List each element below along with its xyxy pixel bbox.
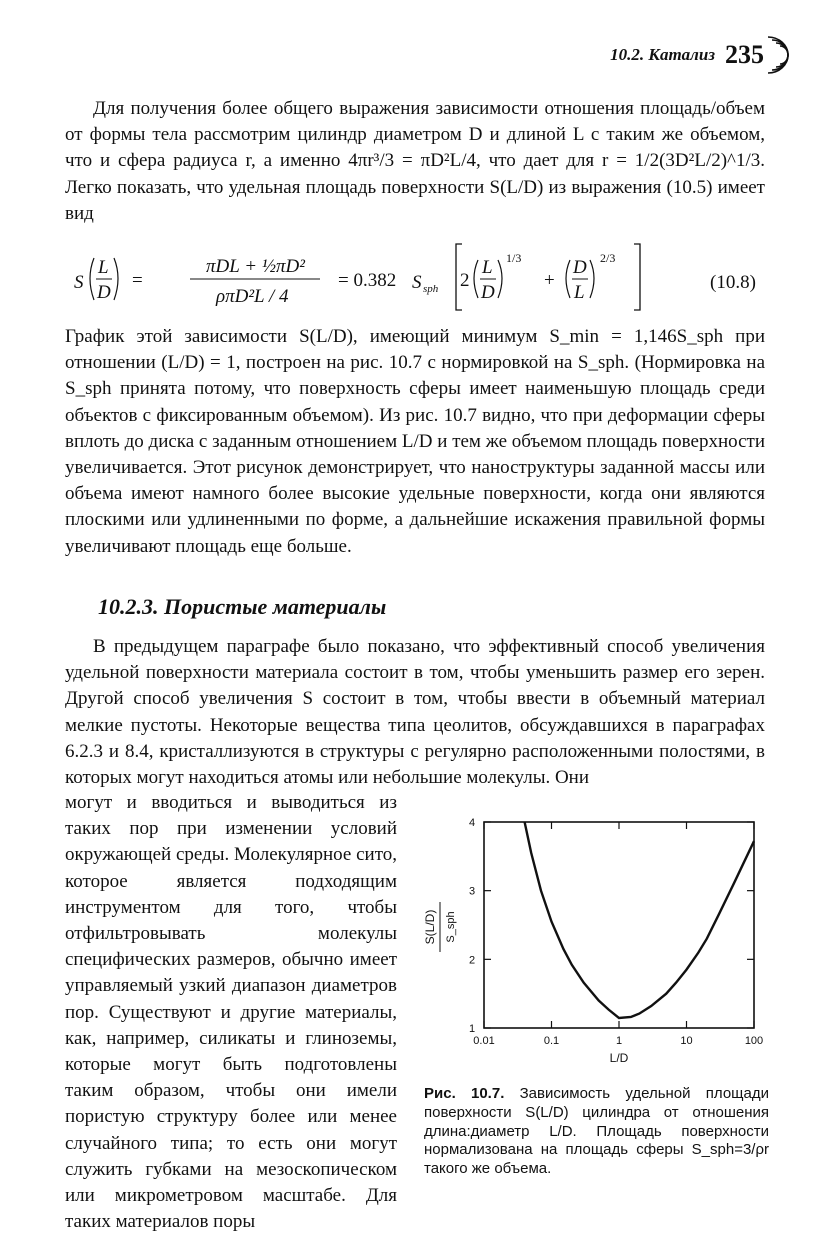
caption-label: Рис. 10.7. [424,1085,505,1102]
svg-text:D: D [481,282,495,303]
y-axis-label-numerator: S(L/D) [423,909,437,945]
y-axis-label-denominator: S_sph [445,911,457,943]
eq-lhs-d: D [97,282,111,303]
paragraph-porous-continued: могут и вводиться и выводиться из таких пор при изменении условий окружающей среды. Молекулярное сито, которое является подходящим инструментом для того, чтобы отфильтровывать молекулы специфических размеров, обычно имеет управляемый узкий диапазон диаметров пор. Существуют и другие материалы, как, например, силикаты и глиноземы, которые могут быть подготовлены таким образом, чтобы они имели пористую структуру более или менее случайного типа; то есть они могут служить губками на мезоскопическом или микрометровом масштабе. Для таких материалов поры [65,792,397,1233]
svg-text:D: D [573,257,587,278]
figure-caption [424,1085,769,1179]
eq-plus: + [544,270,555,291]
eq-number: (10.8) [710,272,756,293]
svg-text:=: = [132,270,143,291]
eq-numerator: πDL + ½πD² [206,256,305,277]
eq-coefficient: = 0.382 [338,270,397,291]
equation-10-8 [60,238,780,318]
y-tick-label-1: 2 [468,954,476,967]
page-corner-decoration-icon [766,33,796,77]
x-axis-label: L/D [609,1051,629,1065]
section-heading: 10.2.3. Пористые материалы [98,594,387,619]
caption-text: Зависимость удельной площади поверхности S(L/D) цилиндра от отношения длина:диаметр L/D. Площадь поверхности нормализована на площадь сферы S_sph=3/ρr такого же объема. [424,1085,769,1178]
figure-10-7-chart [418,812,774,1082]
x-tick-label-4: 100 [744,1035,764,1047]
y-axis-label [423,902,457,952]
eq-exp2: 2/3 [600,251,616,265]
header-section-title: 10.2. Катализ [610,45,715,64]
x-tick-label-0: 0.01 [473,1035,495,1047]
eq-ssph: S [412,272,422,293]
y-tick-label-0: 1 [468,1023,476,1035]
eq-lhs-s: S [74,272,84,293]
paragraph-intro: Для получения более общего выражения зависимости отношения площадь/объем от формы тела рассмотрим цилиндр диаметром D и длиной L с таким же объемом, что и сфера радиуса r, а именно 4πr³/3 = πD²L/4, что дает для r = 1/2(3D²L/2)^1/3. Легко показать, что удельная площадь поверхности S(L/D) из выражения (10.5) имеет вид [65,98,765,224]
eq-lhs-l: L [98,257,109,278]
x-tick-label-1: 0.1 [543,1035,560,1047]
eq-exp1: 1/3 [506,251,522,265]
svg-text:L: L [482,257,493,278]
paragraph-porous-intro: В предыдущем параграфе было показано, что эффективный способ увеличения удельной поверхности материала состоит в том, чтобы уменьшить размер его зерен. Другой способ увеличения S состоит в том, чтобы ввести в объемный материал мелкие пустоты. Некоторые вещества типа цеолитов, обсуждавшихся в параграфах 6.2.3 и 8.4, кристаллизуются в структуры с регулярно расположенными полостями, в которых могут находиться атомы или небольшие молекулы. Они [65,636,765,789]
eq-ssph-sub: sph [423,283,439,295]
x-tick-label-2: 1 [615,1035,623,1047]
y-tick-label-2: 3 [468,885,476,898]
page-number: 235 [725,40,764,69]
eq-denominator: ρπD²L / 4 [216,286,289,307]
data-series-line [525,822,754,1018]
y-tick-label-3: 4 [468,817,476,829]
eq-two: 2 [460,270,470,291]
svg-text:L: L [574,282,585,303]
paragraph-graph-description: График этой зависимости S(L/D), имеющий минимум S_min = 1,146S_sph при отношении (L/D) = 1, построен на рис. 10.7 с нормировкой на S_sph. (Нормировка на S_sph принята потому, что поверхность сферы имеет наименьшую площадь среди объектов с фиксированным объемом). Из рис. 10.7 видно, что при деформации сферы вплоть до диска с заданным отношением L/D и тем же объемом площадь поверхности увеличивается. Этот рисунок демонстрирует, что наноструктуры заданной массы или объема имеют намного более высокие удельные поверхности, когда они являются плоскими или удлиненными по форме, а дальнейшие искажения правильной формы увеличивают площадь еще больше. [65,326,765,557]
x-tick-label-3: 10 [680,1035,693,1047]
running-header [610,30,796,80]
